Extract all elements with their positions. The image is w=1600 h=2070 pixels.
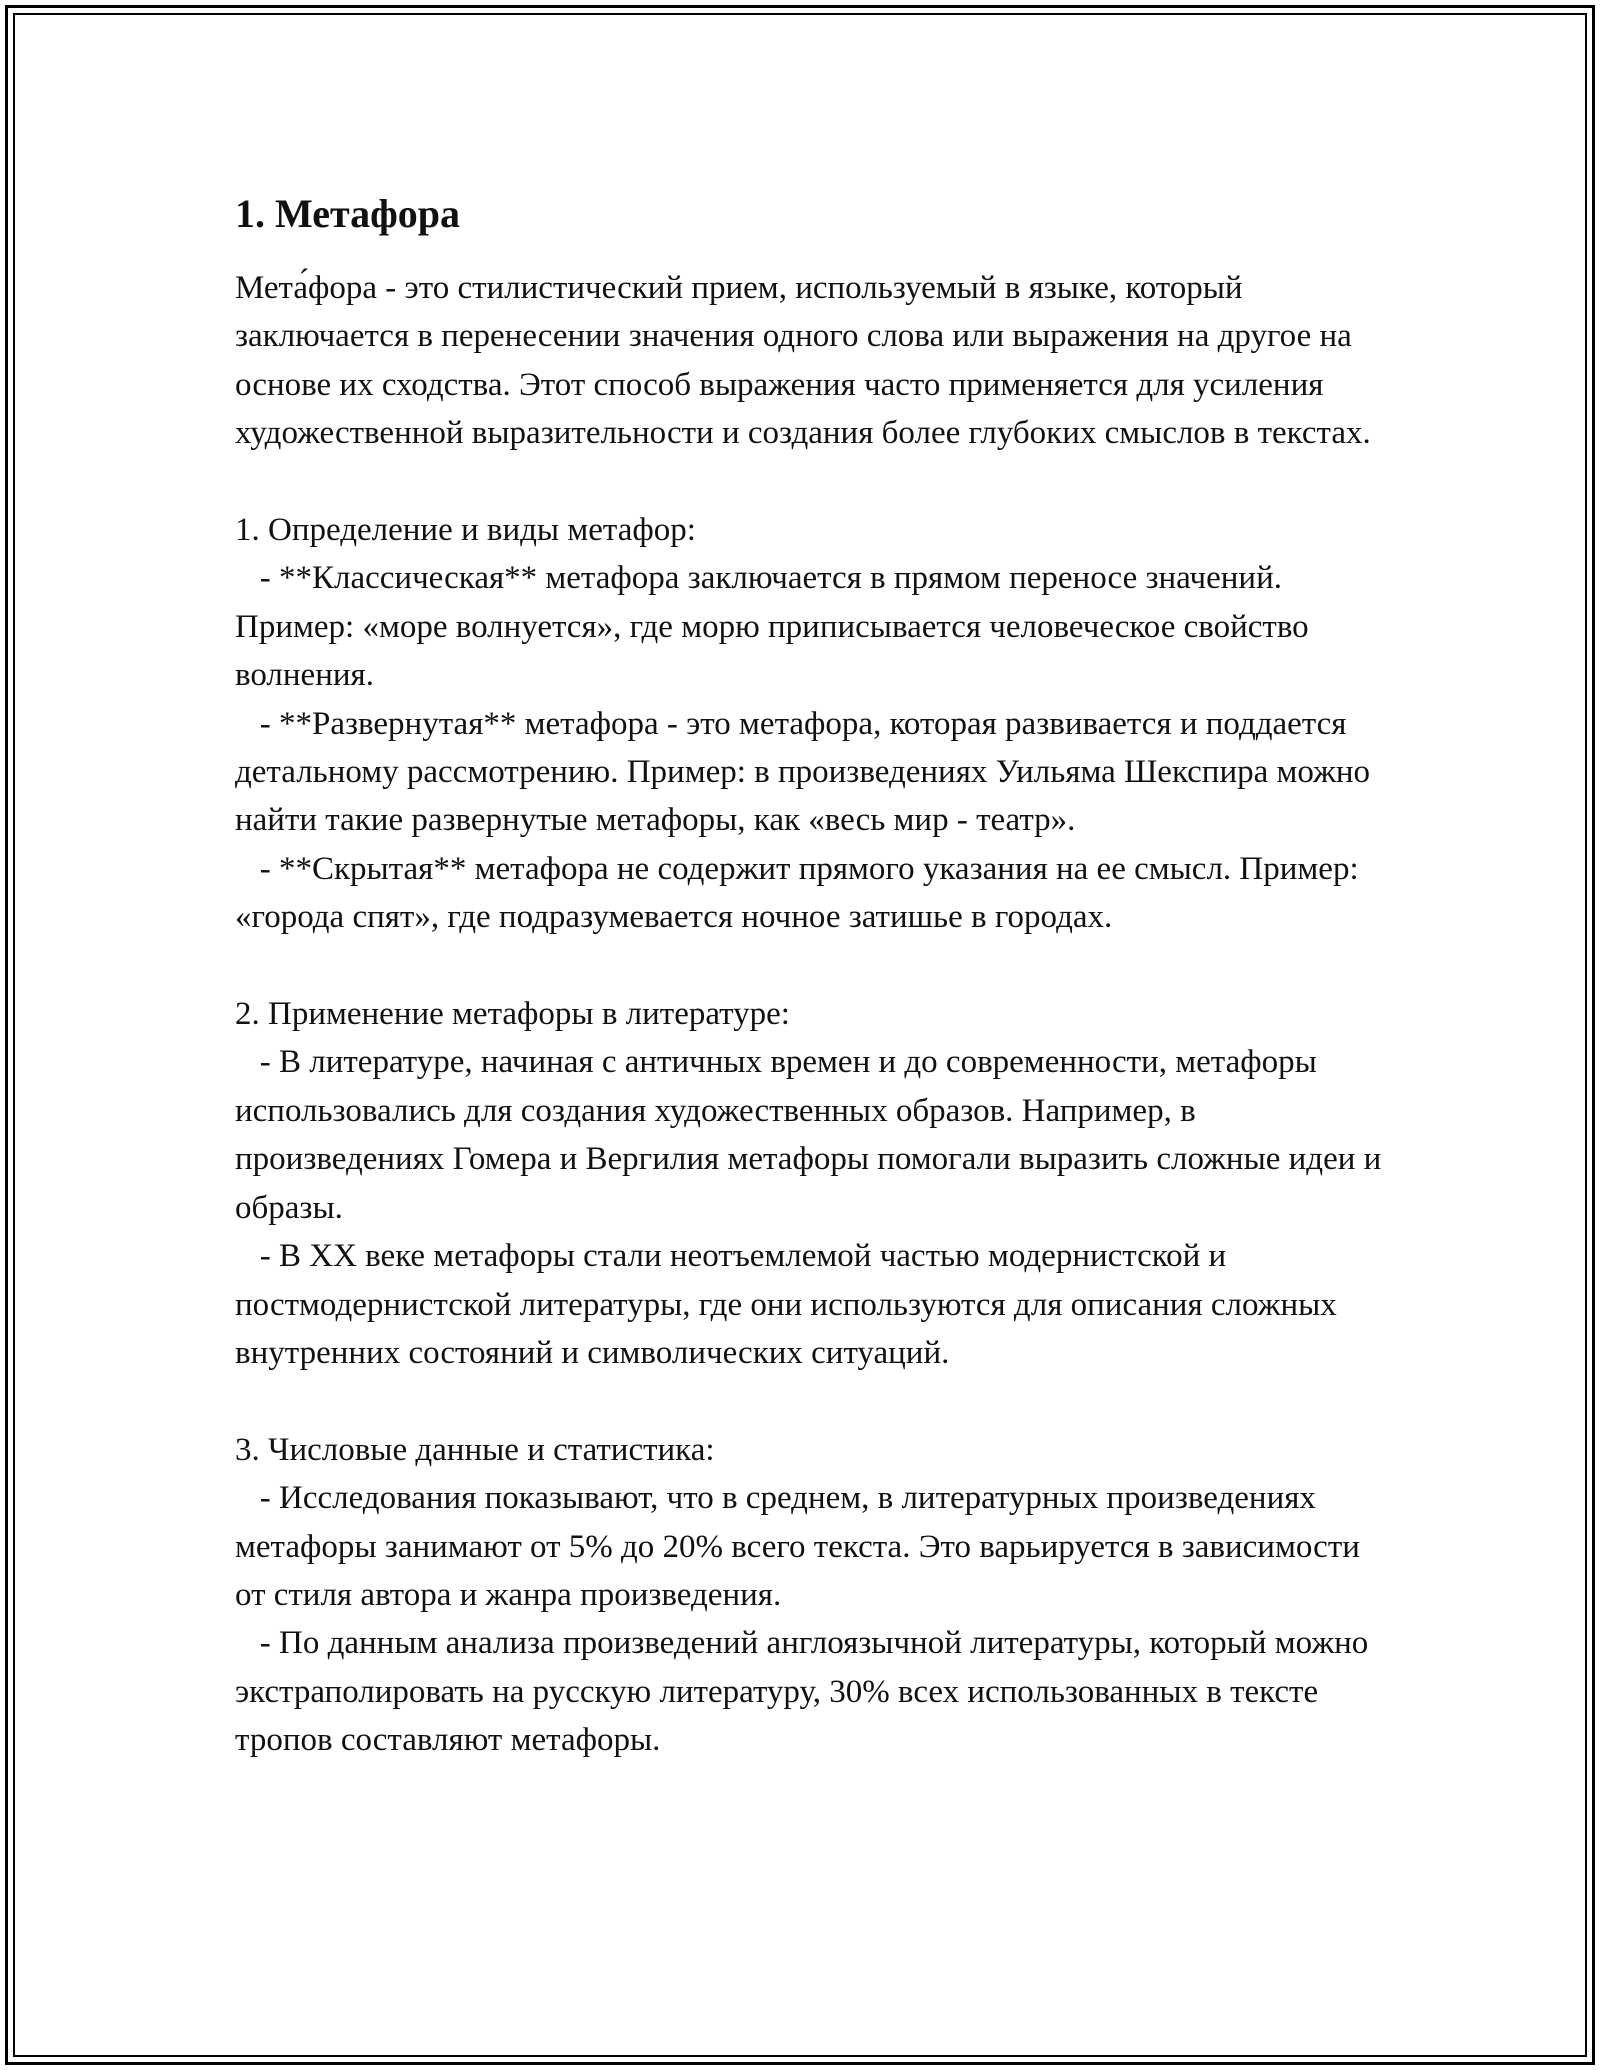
list-item-hidden-metaphor: - **Скрытая** метафора не содержит прямого указания на ее смысл. Пример: «города спят», где подразумевается ночное затишье в городах. (235, 850, 1367, 936)
intro-paragraph: Мета́фора - это стилистический прием, используемый в языке, который заключается в перенесении значения одного слова или выражения на другое на основе их сходства. Этот способ выражения часто применяется для усиления художественной выразительности и создания более глубоких смыслов в текстах. (235, 270, 1371, 452)
section-heading-literature: 2. Применение метафоры в литературе: (235, 996, 790, 1033)
spacer (235, 1377, 1385, 1425)
list-item-extended-metaphor: - **Развернутая** метафора - это метафора, которая развивается и поддается детальному рассмотрению. Пример: в произведениях Уильяма Шекспира можно найти такие развернутые метафоры, как «весь мир - театр». (235, 705, 1379, 839)
section-heading-definitions: 1. Определение и виды метафор: (235, 512, 696, 549)
spacer (235, 458, 1385, 506)
list-item-classic-metaphor: - **Классическая** метафора заключается в прямом переносе значений. Пример: «море волнуется», где морю приписывается человеческое свойство волнения. (235, 560, 1317, 694)
list-item-ancient-literature: - В литературе, начиная с античных времен и до современности, метафоры использовались для создания художественных образов. Например, в произведениях Гомера и Вергилия метафоры помогали выразить сложные идеи и образы. (235, 1044, 1390, 1226)
section-heading-statistics: 3. Числовые данные и статистика: (235, 1431, 715, 1468)
list-item-tropes-share: - По данным анализа произведений англоязычной литературы, который можно экстраполировать на русскую литературу, 30% всех использованных в тексте тропов составляют метафоры. (235, 1625, 1377, 1759)
list-item-twentieth-century: - В XX веке метафоры стали неотъемлемой частью модернистской и постмодернистской литературы, где они используются для описания сложных внутренних состояний и символических ситуаций. (235, 1238, 1346, 1371)
spacer (235, 942, 1385, 990)
document-title: 1. Метафора (235, 191, 461, 236)
document-body (235, 190, 1390, 1765)
list-item-research-share: - Исследования показывают, что в среднем, в литературных произведениях метафоры занимают от 5% до 20% всего текста. Это варьируется в зависимости от стиля автора и жанра произведения. (235, 1480, 1369, 1613)
